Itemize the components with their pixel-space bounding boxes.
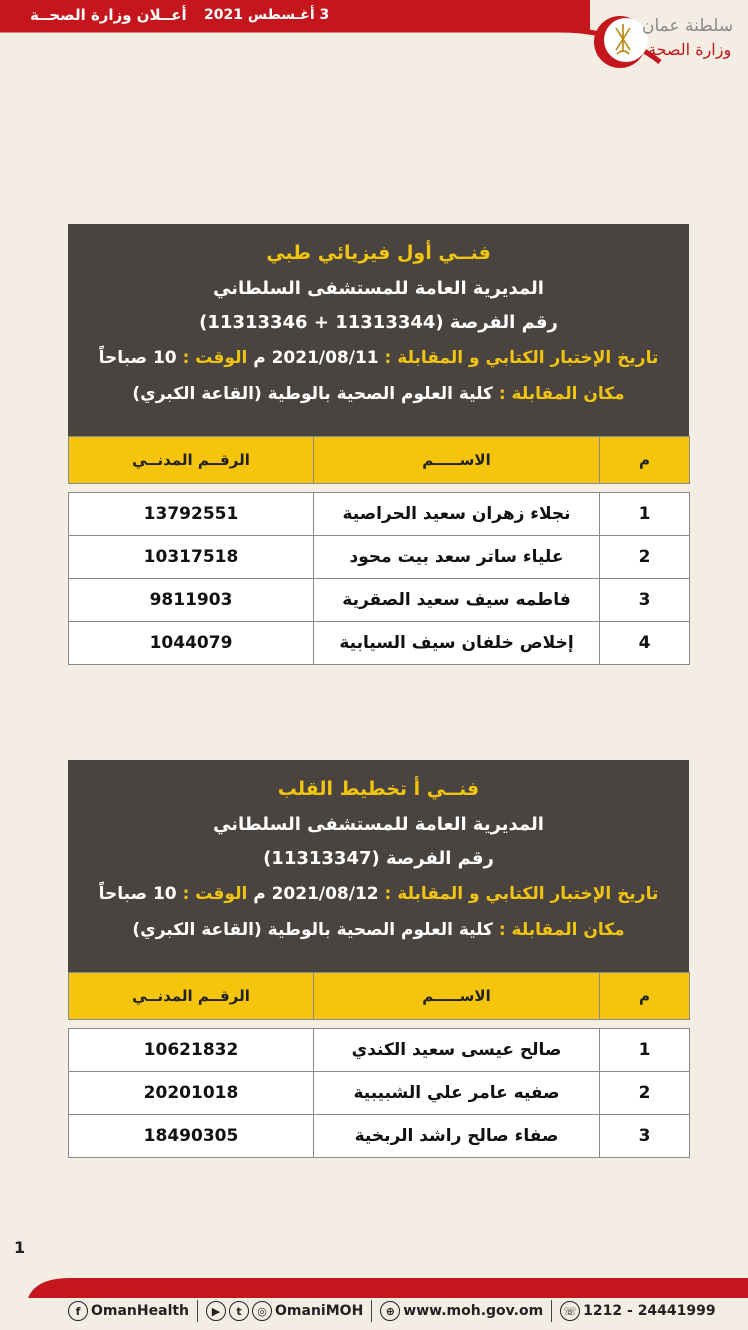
globe-icon: ⊕ — [380, 1301, 400, 1321]
facebook-link[interactable] — [68, 1301, 189, 1321]
instagram-icon: ◎ — [252, 1301, 272, 1321]
col-header-civil-id: الرقــم المدنــي — [69, 437, 314, 484]
table-row — [69, 1115, 690, 1158]
facebook-icon: f — [68, 1301, 88, 1321]
footer-swoosh — [0, 1268, 748, 1298]
social-handle: OmaniMOH — [275, 1303, 364, 1319]
social-links[interactable] — [206, 1301, 363, 1321]
row-number: 1 — [600, 493, 690, 536]
place-label: مكان المقابلة : — [498, 920, 625, 940]
youtube-icon: ▶ — [206, 1301, 226, 1321]
candidate-name: علياء ساتر سعد بيت محود — [314, 536, 600, 579]
announcement-date: 3 أغـسطس 2021 — [204, 7, 330, 23]
footer-divider — [197, 1300, 198, 1322]
candidate-name: صالح عيسى سعيد الكندي — [314, 1029, 600, 1072]
table-row — [69, 1029, 690, 1072]
announcement-title: أعــلان وزارة الصحــة — [30, 6, 187, 24]
website-url: www.moh.gov.om — [403, 1303, 544, 1319]
footer-divider — [551, 1300, 552, 1322]
civil-id: 10621832 — [69, 1029, 314, 1072]
exam-info — [68, 884, 689, 920]
table-row — [69, 536, 690, 579]
job-title: فنــي أ تخطيط القلب — [277, 778, 480, 800]
logo-text-country: سلطنة عمان — [642, 16, 734, 36]
civil-id: 13792551 — [69, 493, 314, 536]
time-value: 10 صباحاً — [98, 348, 183, 368]
job-section-2 — [68, 760, 689, 1158]
civil-id: 10317518 — [69, 536, 314, 579]
col-header-civil-id: الرقــم المدنــي — [69, 973, 314, 1020]
facebook-handle: OmanHealth — [91, 1303, 190, 1319]
website-link[interactable] — [380, 1301, 543, 1321]
opportunity-number: رقم الفرصة (11313347) — [263, 848, 494, 869]
candidate-name: نجلاء زهران سعيد الحراصية — [314, 493, 600, 536]
table-row — [69, 622, 690, 665]
civil-id: 20201018 — [69, 1072, 314, 1115]
candidate-name: صفيه عامر علي الشبيبية — [314, 1072, 600, 1115]
exam-label: تاريخ الإختبار الكتابي و المقابلة : — [384, 348, 659, 368]
ministry-logo — [590, 10, 740, 74]
row-number: 4 — [600, 622, 690, 665]
time-label: الوقت : — [182, 348, 248, 368]
page-header — [0, 0, 748, 80]
candidates-table — [68, 436, 690, 665]
col-header-name: الاســـــم — [314, 973, 600, 1020]
row-number: 3 — [600, 579, 690, 622]
table-row — [69, 493, 690, 536]
candidates-table — [68, 972, 690, 1158]
exam-info — [68, 348, 689, 384]
phone-icon: ☏ — [560, 1301, 580, 1321]
directorate: المديرية العامة للمستشفى السلطاني — [213, 814, 544, 835]
place-value: كلية العلوم الصحية بالوطية (القاعة الكبري) — [132, 920, 499, 940]
civil-id: 9811903 — [69, 579, 314, 622]
place-label: مكان المقابلة : — [498, 384, 625, 404]
civil-id: 1044079 — [69, 622, 314, 665]
place-value: كلية العلوم الصحية بالوطية (القاعة الكبري) — [132, 384, 499, 404]
directorate: المديرية العامة للمستشفى السلطاني — [213, 278, 544, 299]
table-header-row — [69, 437, 690, 484]
time-value: 10 صباحاً — [98, 884, 183, 904]
candidate-name: إخلاص خلفان سيف السيابية — [314, 622, 600, 665]
interview-place — [68, 384, 689, 404]
col-header-number: م — [600, 437, 690, 484]
candidate-name: صفاء صالح راشد الربخية — [314, 1115, 600, 1158]
phone-link[interactable] — [560, 1301, 715, 1321]
civil-id: 18490305 — [69, 1115, 314, 1158]
row-number: 3 — [600, 1115, 690, 1158]
phone-number: 1212 - 24441999 — [583, 1303, 716, 1319]
twitter-icon: t — [229, 1301, 249, 1321]
opportunity-number: رقم الفرصة (11313344 + 11313346) — [199, 312, 558, 333]
table-header-row — [69, 973, 690, 1020]
time-label: الوقت : — [182, 884, 248, 904]
candidate-name: فاطمه سيف سعيد الصقرية — [314, 579, 600, 622]
row-number: 2 — [600, 536, 690, 579]
section-header — [68, 224, 689, 436]
page-number: 1 — [14, 1238, 26, 1257]
table-row — [69, 579, 690, 622]
interview-place — [68, 920, 689, 940]
job-title: فنــي أول فيزيائي طبي — [266, 242, 491, 264]
row-number: 1 — [600, 1029, 690, 1072]
exam-date: 2021/08/11 م — [247, 348, 385, 368]
job-section-1 — [68, 224, 689, 665]
section-header — [68, 760, 689, 972]
col-header-number: م — [600, 973, 690, 1020]
footer-contact-bar — [0, 1296, 748, 1326]
col-header-name: الاســـــم — [314, 437, 600, 484]
exam-date: 2021/08/12 م — [247, 884, 385, 904]
exam-label: تاريخ الإختبار الكتابي و المقابلة : — [384, 884, 659, 904]
table-row — [69, 1072, 690, 1115]
logo-text-ministry: وزارة الصحة — [648, 40, 732, 59]
emblem-icon — [590, 10, 650, 74]
footer-divider — [371, 1300, 372, 1322]
row-number: 2 — [600, 1072, 690, 1115]
